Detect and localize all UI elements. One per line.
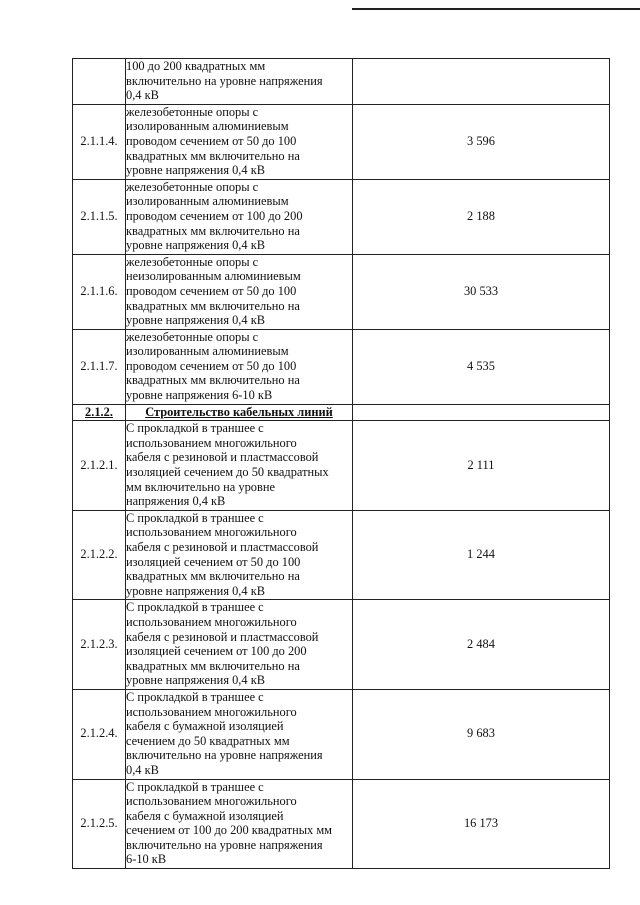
description-line: С прокладкой в траншее с: [126, 421, 264, 436]
description-line: использованием многожильного: [126, 525, 297, 540]
description-line: 100 до 200 квадратных мм: [126, 59, 266, 73]
value-cell: [353, 510, 610, 600]
section-title: Строительство кабельных линий: [145, 404, 333, 419]
description-line: кабеля с бумажной изоляцией: [126, 719, 284, 734]
table-row: [73, 329, 610, 404]
table-row: [73, 254, 610, 329]
description-line: С прокладкой в траншее с: [126, 600, 264, 615]
description-line: С прокладкой в траншее с: [126, 689, 264, 704]
description-line: квадратных мм включительно на: [126, 373, 300, 388]
row-number: 2.1.2.: [85, 404, 113, 419]
description-line: проводом сечением от 50 до 100: [126, 283, 297, 298]
value-cell: [353, 600, 610, 690]
row-number: 2.1.2.1.: [80, 457, 118, 472]
description-line: 0,4 кВ: [126, 88, 159, 103]
description-cell: [126, 59, 353, 105]
description-line: включительно на уровне напряжения: [126, 73, 323, 88]
description-line: изолированным алюминиевым: [126, 344, 289, 359]
row-number-cell: [73, 329, 126, 404]
row-number: 2.1.1.5.: [80, 208, 118, 223]
row-number-cell: [73, 59, 126, 105]
description-line: 6-10 кВ: [126, 852, 167, 867]
description-line: изоляцией сечением от 100 до 200: [126, 644, 307, 659]
description-line: уровне напряжения 6-10 кВ: [126, 388, 273, 403]
description-cell: [126, 329, 353, 404]
table-row: [73, 779, 610, 869]
description-line: изоляцией сечением до 50 квадратных: [126, 465, 329, 480]
table-row: [73, 600, 610, 690]
tariff-table: [72, 58, 610, 869]
rate-value: 2 484: [467, 636, 495, 651]
description-cell: [126, 104, 353, 179]
description-line: сечением от 100 до 200 квадратных мм: [126, 823, 333, 838]
description-cell: [126, 689, 353, 779]
description-line: включительно на уровне напряжения: [126, 748, 323, 763]
row-number: 2.1.2.2.: [80, 547, 118, 562]
row-number-cell: [73, 689, 126, 779]
description-line: кабеля с бумажной изоляцией: [126, 808, 284, 823]
value-cell: [353, 421, 610, 511]
rate-value: 3 596: [467, 133, 495, 148]
description-line: напряжения 0,4 кВ: [126, 494, 226, 509]
row-number-cell: [73, 421, 126, 511]
row-number-cell: [73, 600, 126, 690]
description-line: мм включительно на уровне: [126, 479, 275, 494]
table-row: [73, 689, 610, 779]
row-number: 2.1.1.6.: [80, 283, 118, 298]
value-cell: [353, 104, 610, 179]
description-line: включительно на уровне напряжения: [126, 837, 323, 852]
description-line: квадратных мм включительно на: [126, 223, 300, 238]
description-cell: [126, 254, 353, 329]
description-line: С прокладкой в траншее с: [126, 779, 264, 794]
table-row: [73, 179, 610, 254]
table-row: [73, 510, 610, 600]
description-cell: [126, 600, 353, 690]
table-row: [73, 104, 610, 179]
row-number: 2.1.1.7.: [80, 358, 118, 373]
row-number-cell: [73, 179, 126, 254]
rate-value: 1 244: [467, 547, 495, 562]
value-cell: [353, 59, 610, 105]
description-line: изолированным алюминиевым: [126, 194, 289, 209]
description-line: неизолированным алюминиевым: [126, 269, 301, 284]
row-number: 2.1.1.4.: [80, 133, 118, 148]
description-line: железобетонные опоры с: [126, 179, 259, 194]
value-cell: [353, 779, 610, 869]
table-body: [73, 59, 610, 869]
row-number: 2.1.2.3.: [80, 636, 118, 651]
value-cell: [353, 254, 610, 329]
description-cell: [126, 421, 353, 511]
description-line: кабеля с резиновой и пластмассовой: [126, 540, 319, 554]
description-line: 0,4 кВ: [126, 762, 159, 777]
description-line: кабеля с резиновой и пластмассовой: [126, 450, 319, 465]
row-number-cell: [73, 510, 126, 600]
description-line: изоляцией сечением от 50 до 100: [126, 554, 301, 569]
rate-value: 4 535: [467, 358, 495, 373]
description-line: использованием многожильного: [126, 794, 297, 809]
table-row: [73, 421, 610, 511]
value-cell: [353, 329, 610, 404]
description-line: уровне напряжения 0,4 кВ: [126, 313, 265, 328]
row-number: 2.1.2.5.: [80, 815, 118, 830]
description-line: использованием многожильного: [126, 614, 297, 629]
row-number-cell: [73, 254, 126, 329]
description-line: кабеля с резиновой и пластмассовой: [126, 629, 319, 644]
rate-value: 30 533: [463, 283, 499, 298]
description-line: квадратных мм включительно на: [126, 148, 300, 163]
rate-value: 16 173: [463, 815, 499, 830]
description-line: проводом сечением от 50 до 100: [126, 358, 297, 373]
section-title-cell: [126, 404, 353, 421]
description-line: квадратных мм включительно на: [126, 298, 300, 313]
description-line: железобетонные опоры с: [126, 329, 259, 344]
description-line: железобетонные опоры с: [126, 254, 259, 269]
description-line: железобетонные опоры с: [126, 104, 259, 119]
rate-value: 2 188: [467, 208, 495, 223]
rate-value: 2 111: [467, 457, 495, 472]
description-line: изолированным алюминиевым: [126, 119, 289, 134]
row-number-cell: [73, 104, 126, 179]
description-cell: [126, 510, 353, 600]
value-cell: [353, 689, 610, 779]
row-number-cell: [73, 779, 126, 869]
row-number: 2.1.2.4.: [80, 726, 118, 741]
description-line: уровне напряжения 0,4 кВ: [126, 673, 265, 688]
description-line: уровне напряжения 0,4 кВ: [126, 583, 265, 598]
description-line: проводом сечением от 50 до 100: [126, 133, 297, 148]
description-line: квадратных мм включительно на: [126, 569, 300, 584]
section-row: [73, 404, 610, 421]
description-line: С прокладкой в траншее с: [126, 510, 264, 525]
description-line: сечением до 50 квадратных мм: [126, 733, 290, 748]
description-line: квадратных мм включительно на: [126, 658, 300, 673]
value-cell: [353, 179, 610, 254]
description-cell: [126, 179, 353, 254]
description-line: проводом сечением от 100 до 200: [126, 208, 303, 223]
description-line: уровне напряжения 0,4 кВ: [126, 163, 265, 178]
description-cell: [126, 779, 353, 869]
description-line: уровне напряжения 0,4 кВ: [126, 238, 265, 253]
rate-value: 9 683: [467, 726, 495, 741]
description-line: использованием многожильного: [126, 435, 297, 450]
value-cell: [353, 404, 610, 421]
description-line: использованием многожильного: [126, 704, 297, 719]
top-rule: [352, 8, 640, 10]
row-number-cell: [73, 404, 126, 421]
table-row: [73, 59, 610, 105]
